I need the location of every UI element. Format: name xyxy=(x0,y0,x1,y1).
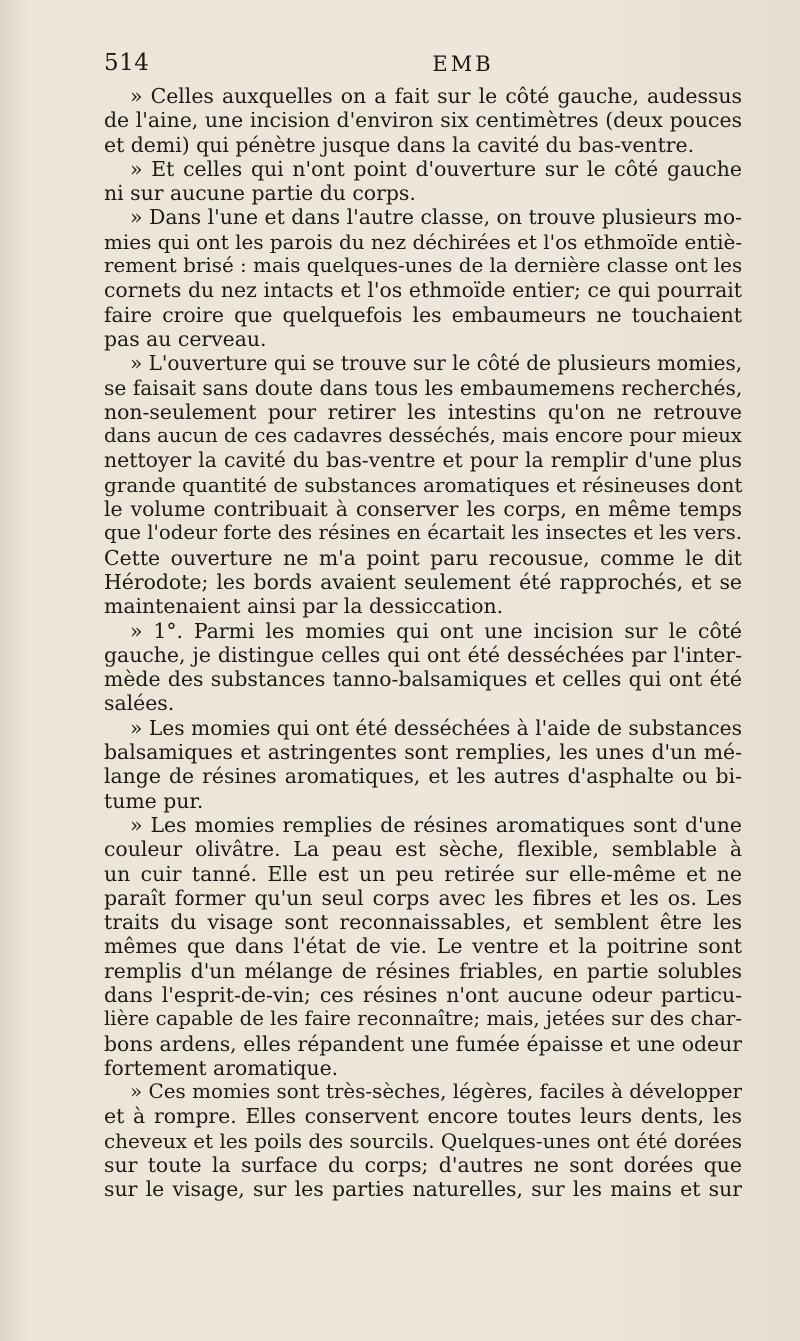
text-line: cornets du nez intacts et l'os ethmoïde entier; ce qui pourrait xyxy=(104,278,742,303)
text-line: dans aucun de ces cadavres desséchés, mais encore pour mieux xyxy=(104,424,742,448)
text-line: sur toute la surface du corps; d'autres ne sont dorées que xyxy=(104,1153,742,1178)
text-line: balsamiques et astringentes sont remplies, les unes d'un mé- xyxy=(104,740,742,765)
text-line: rement brisé : mais quelques-unes de la dernière classe ont les xyxy=(104,254,743,278)
text-line: et à rompre. Elles conservent encore toutes leurs dents, les xyxy=(104,1104,742,1129)
text-line: » Et celles qui n'ont point d'ouverture sur le côté gauche xyxy=(130,156,742,181)
text-line: gauche, je distingue celles qui ont été desséchées par l'inter- xyxy=(104,642,742,667)
text-line: et demi) qui pénètre jusque dans la cavité du bas-ventre. xyxy=(104,132,695,157)
text-line: mêmes que dans l'état de vie. Le ventre et la poitrine sont xyxy=(104,934,742,959)
text-line: le volume contribuait à conserver les corps, en même temps xyxy=(104,497,742,522)
text-line: traits du visage sont reconnaissables, et semblent être les xyxy=(104,910,742,935)
text-line: dans l'esprit-de-vin; ces résines n'ont aucune odeur particu- xyxy=(104,982,742,1007)
text-line: Cette ouverture ne m'a point paru recousue, comme le dit xyxy=(104,545,742,570)
text-line: que l'odeur forte des résines en écartait les insectes et les vers. xyxy=(104,521,742,545)
text-line: » L'ouverture qui se trouve sur le côté de plusieurs momies, xyxy=(130,351,743,376)
text-line: mède des substances tanno-balsamiques et celles qui ont été xyxy=(104,667,742,692)
text-line: un cuir tanné. Elle est un peu retirée sur elle-même et ne xyxy=(104,861,742,886)
running-head: EMB xyxy=(432,52,494,76)
text-line: tume pur. xyxy=(104,788,204,813)
text-line: » Les momies remplies de résines aromatiques sont d'une xyxy=(130,812,742,837)
text-line: remplis d'un mélange de résines friables, en partie solubles xyxy=(104,958,742,983)
text-line: de l'aine, une incision d'environ six centimètres (deux pouces xyxy=(104,108,742,133)
text-line: » Ces momies sont très-sèches, légères, faciles à développer xyxy=(130,1080,742,1104)
text-line: fortement aromatique. xyxy=(104,1055,339,1080)
text-line: grande quantité de substances aromatiques et résineuses dont xyxy=(104,472,743,497)
text-line: cheveux et les poils des sourcils. Quelques-unes ont été dorées xyxy=(104,1128,742,1153)
text-line: se faisait sans doute dans tous les embaumemens recherchés, xyxy=(104,375,743,400)
text-line: » 1°. Parmi les momies qui ont une incision sur le côté xyxy=(130,618,742,643)
text-line: salées. xyxy=(104,691,175,716)
text-line: non-seulement pour retirer les intestins qu'on ne retrouve xyxy=(104,399,742,424)
text-line: » Celles auxquelles on a fait sur le côté gauche, audessus xyxy=(130,84,742,108)
text-line: lière capable de les faire reconnaître; mais, jetées sur des char- xyxy=(104,1007,742,1031)
text-line: lange de résines aromatiques, et les autres d'asphalte ou bi- xyxy=(104,764,742,789)
text-line: ni sur aucune partie du corps. xyxy=(104,181,416,206)
text-line: mies qui ont les parois du nez déchirées et l'os ethmoïde entiè- xyxy=(104,229,743,254)
text-line: » Les momies qui ont été desséchées à l'aide de substances xyxy=(130,715,742,740)
text-line: nettoyer la cavité du bas-ventre et pour la remplir d'une plus xyxy=(104,448,742,473)
page-header xyxy=(104,50,742,82)
body-text xyxy=(104,84,742,1202)
text-line: faire croire que quelquefois les embaumeurs ne touchaient xyxy=(104,302,742,327)
text-line: bons ardens, elles répandent une fumée épaisse et une odeur xyxy=(104,1031,742,1056)
text-line: paraît former qu'un seul corps avec les fibres et les os. Les xyxy=(104,885,742,910)
text-line: maintenaient ainsi par la dessiccation. xyxy=(104,594,504,619)
text-line: Hérodote; les bords avaient seulement été rapprochés, et se xyxy=(104,569,742,594)
text-line: pas au cerveau. xyxy=(104,326,267,351)
text-line: » Dans l'une et dans l'autre classe, on trouve plusieurs mo- xyxy=(130,205,742,230)
text-line: couleur olivâtre. La peau est sèche, flexible, semblable à xyxy=(104,837,742,862)
text-line: sur le visage, sur les parties naturelles, sur les mains et sur xyxy=(104,1177,742,1202)
page-number: 514 xyxy=(104,50,150,76)
